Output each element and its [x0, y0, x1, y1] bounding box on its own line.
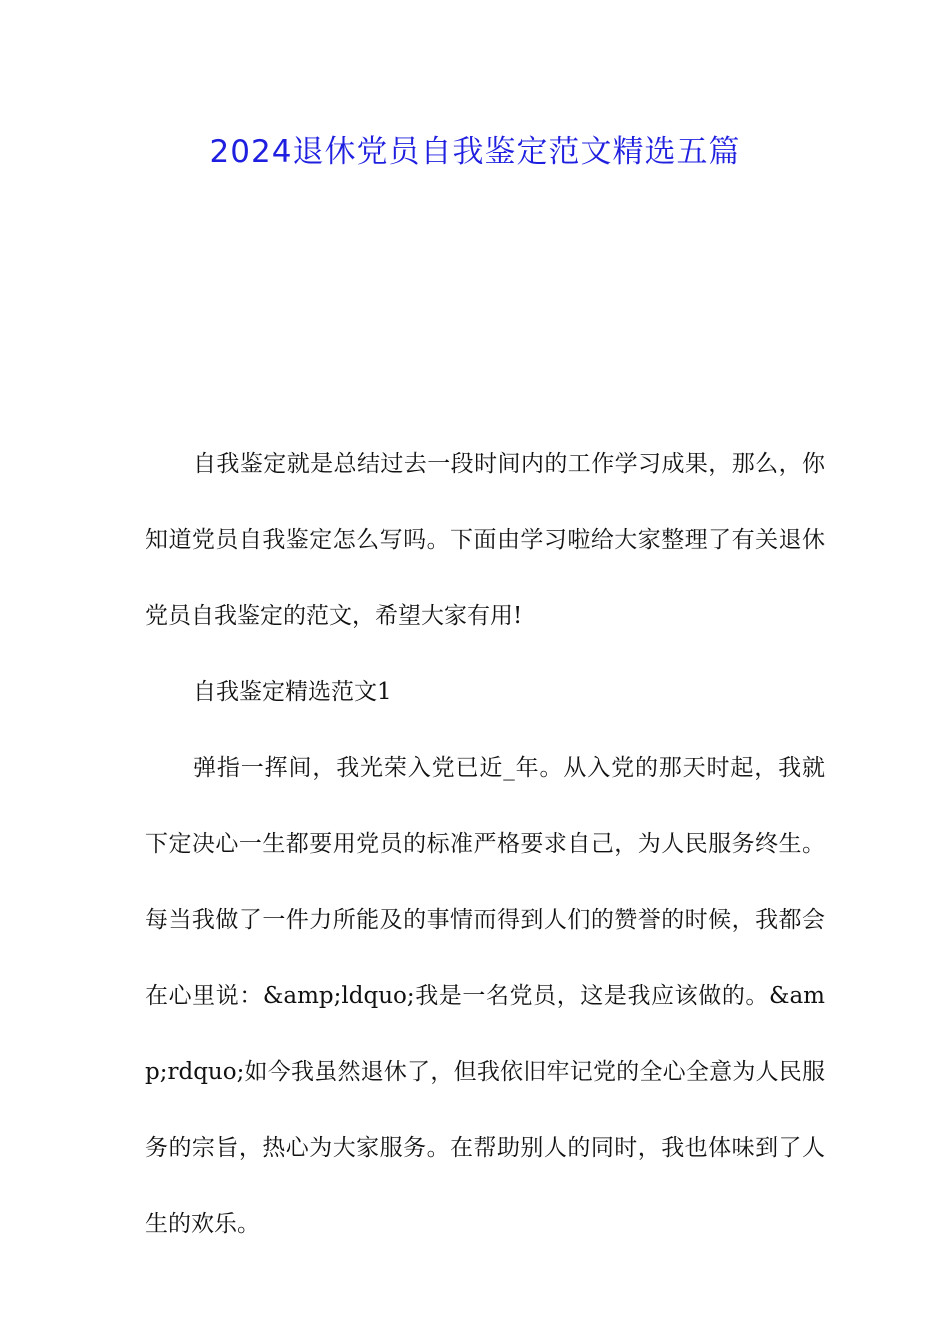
body-paragraph: 弹指一挥间，我光荣入党已近_年。从入党的那天时起，我就下定决心一生都要用党员的标准严格要求自己，为人民服务终生。每当我做了一件力所能及的事情而得到人们的赞誉的时候，我都会在心里说：&amp;ldquo;我是一名党员，这是我应该做的。&amp;rdquo;如今我虽然退休了，但我依旧牢记党的全心全意为人民服务的宗旨，热心为大家服务。在帮助别人的同时，我也体味到了人生的欢乐。 [145, 755, 825, 1237]
section-heading: 自我鉴定精选范文1 [193, 679, 392, 705]
document-body [145, 426, 825, 1262]
intro-paragraph: 自我鉴定就是总结过去一段时间内的工作学习成果，那么，你知道党员自我鉴定怎么写吗。下面由学习啦给大家整理了有关退休党员自我鉴定的范文，希望大家有用! [145, 451, 825, 629]
document-title: 2024退休党员自我鉴定范文精选五篇 [209, 134, 741, 170]
